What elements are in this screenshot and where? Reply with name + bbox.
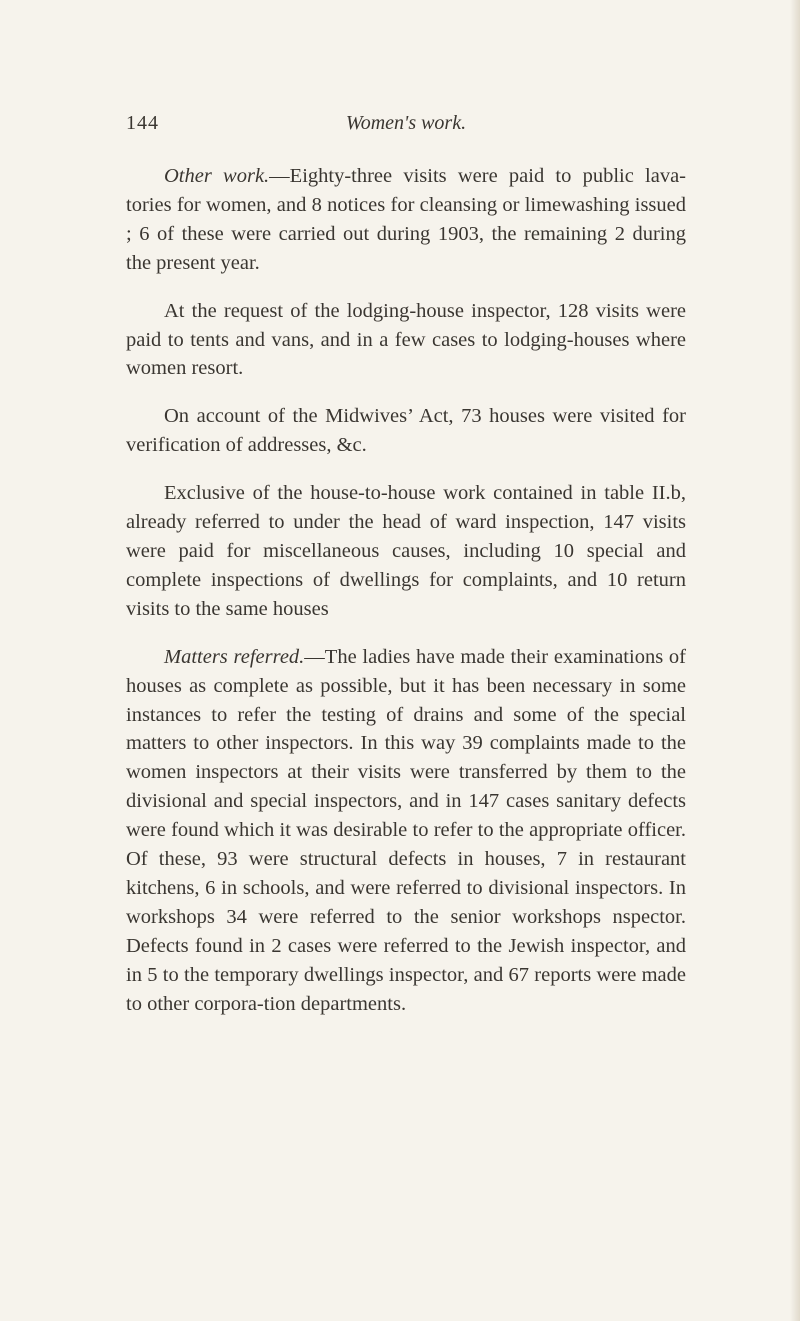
page-number: 144	[126, 112, 159, 134]
paragraph-text: Exclusive of the house-to-house work contained in table II.b, already referred to under the head of ward inspection, 147 visits were paid for miscellaneous causes, including 10 special and complete inspections of dwellings for complaints, and 10 return visits to the same houses	[126, 482, 686, 620]
paragraph-other-work	[126, 162, 686, 278]
paragraph-exclusive-work	[126, 479, 686, 624]
paragraph-lodging-house	[126, 297, 686, 384]
running-header	[126, 112, 686, 140]
paragraph-matters-referred	[126, 643, 686, 1019]
paragraph-text: On account of the Midwives’ Act, 73 houses were visited for verification of addresses, &c.	[126, 405, 686, 457]
running-title: Women's work.	[345, 112, 467, 134]
paragraph-lead-matters-referred: Matters referred.	[164, 645, 305, 668]
paragraph-text: At the request of the lodging-house inspector, 128 visits were paid to tents and vans, and in a few cases to lodging-houses where women resort.	[126, 299, 686, 380]
paragraph-midwives-act	[126, 402, 686, 460]
paragraph-text: —The ladies have made their examinations of houses as complete as possible, but it has been necessary in some instances to refer the testing of drains and some of the special matters to other inspectors. In this way 39 complaints made to the women inspectors at their visits were transferred by them to the divisional and special inspectors, and in 147 cases sanitary defects were found which it was desirable to refer to the appropriate officer. Of these, 93 were structural defects in houses, 7 in restaurant kitchens, 6 in schools, and were referred to divisional inspectors. In workshops 34 were referred to the senior workshops nspector. Defects found in 2 cases were referred to the Jewish inspector, and in 5 to the temporary dwellings inspector, and 67 reports were made to other corpora-tion departments.	[126, 645, 686, 1015]
paragraph-text: —Eighty-three visits were paid to public lava-tories for women, and 8 notices for cleansing or limewashing issued ; 6 of these were carried out during 1903, the remaining 2 during the present year.	[126, 165, 687, 274]
page-edge-shadow	[790, 0, 800, 1321]
paragraph-lead-other-work: Other work.	[164, 165, 270, 187]
body-text	[126, 162, 686, 1037]
